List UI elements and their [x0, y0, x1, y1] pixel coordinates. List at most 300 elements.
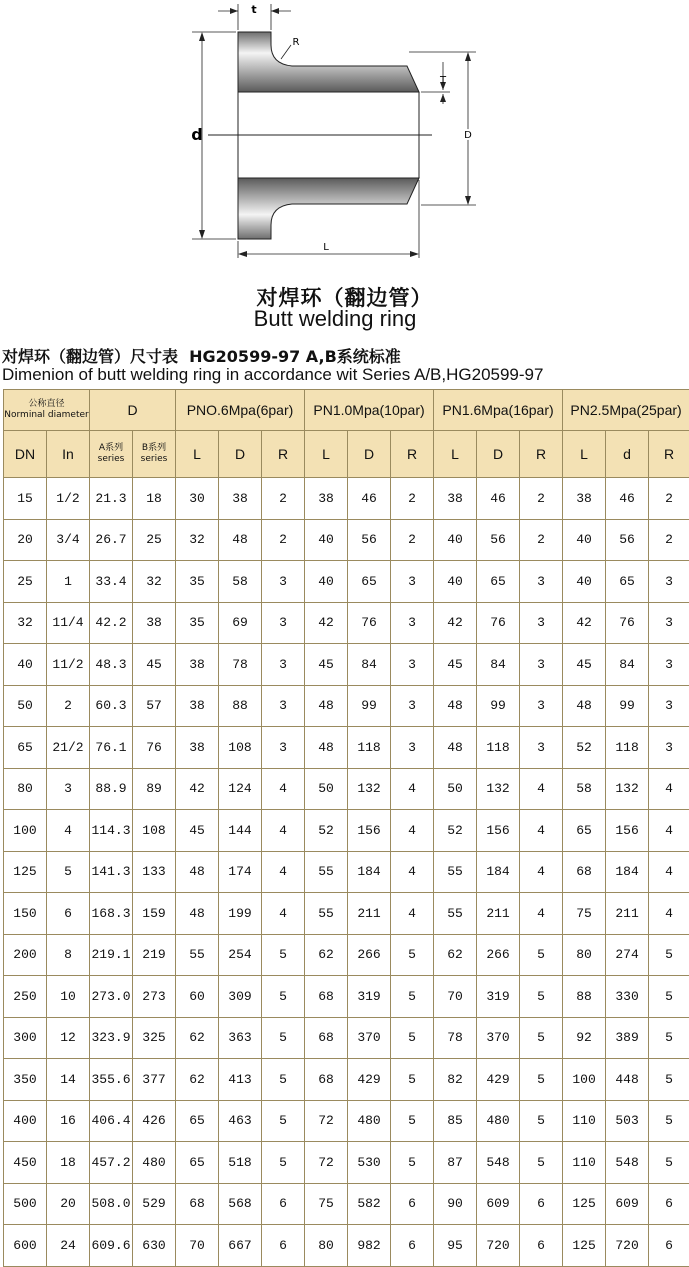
table-cell: 3 — [520, 685, 563, 727]
table-cell: 363 — [219, 1017, 262, 1059]
table-cell: 65 — [176, 1100, 219, 1142]
table-cell: 6 — [520, 1183, 563, 1225]
col-header-g4-d: d — [606, 431, 649, 478]
table-cell: 48 — [305, 685, 348, 727]
table-row — [4, 478, 689, 520]
table-cell: 3 — [262, 561, 305, 603]
table-cell: 92 — [563, 1017, 606, 1059]
table-cell: 4 — [391, 810, 434, 852]
col-header-dn: DN — [4, 431, 47, 478]
table-cell: 200 — [4, 934, 47, 976]
table-cell: 144 — [219, 810, 262, 852]
table-body — [4, 478, 689, 1267]
table-cell: 211 — [477, 893, 520, 935]
table-cell: 100 — [4, 810, 47, 852]
table-cell: 72 — [305, 1100, 348, 1142]
table-cell: 40 — [305, 561, 348, 603]
table-cell: 45 — [176, 810, 219, 852]
table-cell: 266 — [477, 934, 520, 976]
table-cell: 5 — [262, 1100, 305, 1142]
table-cell: 38 — [563, 478, 606, 520]
table-cell: 76.1 — [90, 727, 133, 769]
table-cell: 4 — [649, 851, 689, 893]
table-cell: 99 — [606, 685, 649, 727]
table-cell: 68 — [305, 1059, 348, 1101]
table-cell: 156 — [348, 810, 391, 852]
table-cell: 89 — [133, 768, 176, 810]
table-cell: 530 — [348, 1142, 391, 1184]
col-header-in: In — [47, 431, 90, 478]
table-cell: 273 — [133, 976, 176, 1018]
table-cell: 38 — [305, 478, 348, 520]
table-cell: 5 — [391, 1017, 434, 1059]
table-cell: 68 — [305, 976, 348, 1018]
table-cell: 55 — [305, 851, 348, 893]
table-cell: 5 — [47, 851, 90, 893]
table-cell: 84 — [348, 644, 391, 686]
table-cell: 65 — [176, 1142, 219, 1184]
table-cell: 14 — [47, 1059, 90, 1101]
table-cell: 18 — [47, 1142, 90, 1184]
table-cell: 548 — [606, 1142, 649, 1184]
table-cell: 80 — [305, 1225, 348, 1267]
table-cell: 174 — [219, 851, 262, 893]
table-row — [4, 976, 689, 1018]
table-cell: 5 — [649, 1017, 689, 1059]
table-cell: 88.9 — [90, 768, 133, 810]
table-cell: 4 — [262, 851, 305, 893]
table-cell: 72 — [305, 1142, 348, 1184]
table-cell: 38 — [133, 602, 176, 644]
table-cell: 3 — [391, 685, 434, 727]
table-cell: 99 — [348, 685, 391, 727]
label-D: D — [464, 130, 472, 141]
table-cell: 78 — [219, 644, 262, 686]
table-cell: 4 — [391, 768, 434, 810]
table-cell: 720 — [606, 1225, 649, 1267]
table-cell: 6 — [262, 1183, 305, 1225]
table-cell: 3 — [391, 727, 434, 769]
table-cell: 5 — [391, 934, 434, 976]
table-cell: 309 — [219, 976, 262, 1018]
table-cell: 45 — [563, 644, 606, 686]
table-row — [4, 810, 689, 852]
table-cell: 95 — [434, 1225, 477, 1267]
table-cell: 40 — [305, 519, 348, 561]
table-row — [4, 1017, 689, 1059]
table-cell: 60 — [176, 976, 219, 1018]
table-cell: 42.2 — [90, 602, 133, 644]
table-cell: 548 — [477, 1142, 520, 1184]
table-row — [4, 1225, 689, 1267]
table-cell: 52 — [305, 810, 348, 852]
table-cell: 6 — [649, 1225, 689, 1267]
table-cell: 568 — [219, 1183, 262, 1225]
table-cell: 3 — [520, 561, 563, 603]
nominal-diameter-header: 公称直径 Norminal diameter — [4, 390, 90, 431]
table-cell: 32 — [176, 519, 219, 561]
table-cell: 159 — [133, 893, 176, 935]
butt-welding-ring-drawing — [0, 0, 689, 280]
col-header-g3-d: D — [477, 431, 520, 478]
table-cell: 55 — [176, 934, 219, 976]
table-cell: 5 — [262, 1017, 305, 1059]
col-header-g1-l: L — [176, 431, 219, 478]
table-cell: 4 — [649, 893, 689, 935]
table-cell: 132 — [606, 768, 649, 810]
table-cell: 38 — [176, 644, 219, 686]
dimension-table — [3, 389, 689, 1267]
table-cell: 274 — [606, 934, 649, 976]
ring-lower-section — [238, 178, 419, 239]
table-cell: 4 — [262, 893, 305, 935]
table-cell: 55 — [434, 893, 477, 935]
table-row — [4, 934, 689, 976]
table-cell: 125 — [563, 1183, 606, 1225]
table-cell: 370 — [477, 1017, 520, 1059]
table-cell: 30 — [176, 478, 219, 520]
table-cell: 609 — [477, 1183, 520, 1225]
label-d: d — [191, 125, 202, 144]
table-cell: 250 — [4, 976, 47, 1018]
table-cell: 529 — [133, 1183, 176, 1225]
table-cell: 76 — [133, 727, 176, 769]
col-header-g1-r: R — [262, 431, 305, 478]
table-cell: 355.6 — [90, 1059, 133, 1101]
table-cell: 46 — [477, 478, 520, 520]
col-header-g3-r: R — [520, 431, 563, 478]
table-cell: 400 — [4, 1100, 47, 1142]
table-cell: 982 — [348, 1225, 391, 1267]
table-cell: 88 — [219, 685, 262, 727]
table-cell: 76 — [477, 602, 520, 644]
table-cell: 99 — [477, 685, 520, 727]
table-cell: 48.3 — [90, 644, 133, 686]
table-cell: 25 — [4, 561, 47, 603]
table-cell: 4 — [649, 768, 689, 810]
table-cell: 389 — [606, 1017, 649, 1059]
table-cell: 70 — [176, 1225, 219, 1267]
table-cell: 503 — [606, 1100, 649, 1142]
table-cell: 21/2 — [47, 727, 90, 769]
table-cell: 448 — [606, 1059, 649, 1101]
table-cell: 6 — [649, 1183, 689, 1225]
table-cell: 600 — [4, 1225, 47, 1267]
table-cell: 3 — [649, 644, 689, 686]
table-cell: 5 — [520, 934, 563, 976]
table-cell: 35 — [176, 561, 219, 603]
table-cell: 4 — [649, 810, 689, 852]
table-row — [4, 685, 689, 727]
table-cell: 40 — [4, 644, 47, 686]
table-cell: 40 — [434, 519, 477, 561]
table-cell: 48 — [305, 727, 348, 769]
table-cell: 377 — [133, 1059, 176, 1101]
table-cell: 125 — [563, 1225, 606, 1267]
table-cell: 118 — [477, 727, 520, 769]
table-cell: 84 — [477, 644, 520, 686]
table-cell: 5 — [262, 1142, 305, 1184]
table-cell: 5 — [649, 1142, 689, 1184]
table-cell: 4 — [391, 893, 434, 935]
header-row-columns — [4, 431, 689, 478]
group-header-pn06: PNO.6Mpa(6par) — [176, 390, 305, 431]
table-cell: 82 — [434, 1059, 477, 1101]
table-cell: 211 — [348, 893, 391, 935]
table-cell: 413 — [219, 1059, 262, 1101]
table-cell: 124 — [219, 768, 262, 810]
table-cell: 48 — [176, 851, 219, 893]
group-header-pn10: PN1.0Mpa(10par) — [305, 390, 434, 431]
table-cell: 76 — [348, 602, 391, 644]
table-cell: 80 — [4, 768, 47, 810]
table-cell: 480 — [348, 1100, 391, 1142]
table-cell: 75 — [563, 893, 606, 935]
table-cell: 40 — [434, 561, 477, 603]
table-cell: 65 — [606, 561, 649, 603]
table-cell: 323.9 — [90, 1017, 133, 1059]
table-cell: 48 — [176, 893, 219, 935]
table-cell: 118 — [348, 727, 391, 769]
table-cell: 3 — [262, 602, 305, 644]
ring-upper-section — [238, 32, 419, 92]
table-cell: 5 — [520, 1142, 563, 1184]
table-cell: 6 — [520, 1225, 563, 1267]
table-cell: 156 — [606, 810, 649, 852]
table-cell: 100 — [563, 1059, 606, 1101]
table-cell: 2 — [47, 685, 90, 727]
header-row-groups — [4, 390, 689, 431]
table-cell: 4 — [520, 851, 563, 893]
table-cell: 48 — [434, 727, 477, 769]
table-cell: 32 — [133, 561, 176, 603]
table-cell: 20 — [47, 1183, 90, 1225]
col-header-g1-d: D — [219, 431, 262, 478]
table-cell: 4 — [520, 768, 563, 810]
table-cell: 5 — [520, 1100, 563, 1142]
table-row — [4, 1142, 689, 1184]
table-cell: 3 — [391, 602, 434, 644]
table-cell: 300 — [4, 1017, 47, 1059]
table-cell: 21.3 — [90, 478, 133, 520]
table-cell: 630 — [133, 1225, 176, 1267]
table-cell: 325 — [133, 1017, 176, 1059]
col-header-g3-l: L — [434, 431, 477, 478]
table-cell: 609.6 — [90, 1225, 133, 1267]
table-cell: 42 — [563, 602, 606, 644]
table-row — [4, 768, 689, 810]
table-cell: 319 — [348, 976, 391, 1018]
table-cell: 58 — [219, 561, 262, 603]
table-cell: 68 — [305, 1017, 348, 1059]
table-cell: 184 — [606, 851, 649, 893]
table-cell: 26.7 — [90, 519, 133, 561]
caption-english: Butt welding ring — [0, 306, 670, 332]
table-cell: 40 — [563, 561, 606, 603]
table-cell: 2 — [391, 478, 434, 520]
table-cell: 3 — [262, 644, 305, 686]
table-cell: 4 — [47, 810, 90, 852]
table-cell: 68 — [176, 1183, 219, 1225]
table-cell: 65 — [563, 810, 606, 852]
table-cell: 5 — [520, 976, 563, 1018]
table-cell: 4 — [520, 810, 563, 852]
table-cell: 609 — [606, 1183, 649, 1225]
table-cell: 65 — [348, 561, 391, 603]
table-cell: 15 — [4, 478, 47, 520]
table-cell: 5 — [262, 1059, 305, 1101]
table-cell: 57 — [133, 685, 176, 727]
table-cell: 56 — [348, 519, 391, 561]
table-cell: 87 — [434, 1142, 477, 1184]
table-cell: 4 — [262, 768, 305, 810]
table-cell: 5 — [649, 976, 689, 1018]
table-cell: 184 — [348, 851, 391, 893]
table-cell: 4 — [262, 810, 305, 852]
table-cell: 330 — [606, 976, 649, 1018]
table-cell: 58 — [563, 768, 606, 810]
table-cell: 10 — [47, 976, 90, 1018]
table-cell: 429 — [348, 1059, 391, 1101]
table-cell: 11/4 — [47, 602, 90, 644]
table-cell: 370 — [348, 1017, 391, 1059]
table-cell: 266 — [348, 934, 391, 976]
table-cell: 38 — [219, 478, 262, 520]
table-cell: 56 — [477, 519, 520, 561]
table-cell: 1/2 — [47, 478, 90, 520]
table-cell: 4 — [391, 851, 434, 893]
table-cell: 3 — [391, 561, 434, 603]
table-cell: 211 — [606, 893, 649, 935]
d-header: D — [90, 390, 176, 431]
table-cell: 35 — [176, 602, 219, 644]
table-cell: 319 — [477, 976, 520, 1018]
table-cell: 3/4 — [47, 519, 90, 561]
table-cell: 46 — [348, 478, 391, 520]
table-cell: 156 — [477, 810, 520, 852]
table-cell: 3 — [520, 727, 563, 769]
table-cell: 8 — [47, 934, 90, 976]
table-cell: 70 — [434, 976, 477, 1018]
table-cell: 667 — [219, 1225, 262, 1267]
table-cell: 62 — [176, 1059, 219, 1101]
table-cell: 141.3 — [90, 851, 133, 893]
table-cell: 273.0 — [90, 976, 133, 1018]
table-cell: 45 — [305, 644, 348, 686]
table-cell: 50 — [434, 768, 477, 810]
table-heading-chinese: 对焊环（翻边管）尺寸表 HG20599-97 A,B系统标准 — [2, 344, 401, 367]
table-row — [4, 1100, 689, 1142]
table-cell: 150 — [4, 893, 47, 935]
col-header-g2-r: R — [391, 431, 434, 478]
table-cell: 480 — [477, 1100, 520, 1142]
table-cell: 50 — [4, 685, 47, 727]
table-cell: 132 — [348, 768, 391, 810]
col-header-g2-l: L — [305, 431, 348, 478]
table-cell: 38 — [176, 685, 219, 727]
table-cell: 6 — [391, 1225, 434, 1267]
col-header-g4-r: R — [649, 431, 689, 478]
table-cell: 20 — [4, 519, 47, 561]
label-L: L — [323, 242, 329, 253]
table-cell: 518 — [219, 1142, 262, 1184]
table-cell: 1 — [47, 561, 90, 603]
table-row — [4, 644, 689, 686]
col-header-a-series: A系列 series — [90, 431, 133, 478]
table-cell: 3 — [47, 768, 90, 810]
table-cell: 2 — [391, 519, 434, 561]
table-cell: 2 — [649, 478, 689, 520]
table-cell: 62 — [434, 934, 477, 976]
table-cell: 85 — [434, 1100, 477, 1142]
table-cell: 42 — [176, 768, 219, 810]
table-cell: 45 — [434, 644, 477, 686]
caption-chinese: 对焊环（翻边管） — [0, 282, 689, 312]
table-cell: 254 — [219, 934, 262, 976]
table-cell: 40 — [563, 519, 606, 561]
table-cell: 5 — [391, 1059, 434, 1101]
table-cell: 80 — [563, 934, 606, 976]
table-cell: 108 — [219, 727, 262, 769]
label-t: t — [251, 3, 256, 16]
table-cell: 48 — [563, 685, 606, 727]
table-row — [4, 727, 689, 769]
table-cell: 3 — [520, 644, 563, 686]
table-cell: 16 — [47, 1100, 90, 1142]
table-cell: 110 — [563, 1142, 606, 1184]
table-cell: 110 — [563, 1100, 606, 1142]
table-cell: 5 — [391, 1100, 434, 1142]
table-cell: 5 — [262, 976, 305, 1018]
table-cell: 3 — [649, 602, 689, 644]
table-cell: 2 — [262, 478, 305, 520]
table-cell: 5 — [391, 976, 434, 1018]
table-cell: 52 — [563, 727, 606, 769]
table-cell: 5 — [649, 934, 689, 976]
table-heading-english: Dimenion of butt welding ring in accordance wit Series A/B,HG20599-97 — [2, 365, 543, 385]
table-row — [4, 602, 689, 644]
table-cell: 55 — [434, 851, 477, 893]
table-cell: 60.3 — [90, 685, 133, 727]
table-cell: 62 — [176, 1017, 219, 1059]
table-cell: 3 — [391, 644, 434, 686]
table-cell: 132 — [477, 768, 520, 810]
table-cell: 4 — [520, 893, 563, 935]
col-header-g4-l: L — [563, 431, 606, 478]
table-cell: 76 — [606, 602, 649, 644]
table-cell: 45 — [133, 644, 176, 686]
table-cell: 32 — [4, 602, 47, 644]
table-cell: 3 — [262, 685, 305, 727]
table-cell: 168.3 — [90, 893, 133, 935]
table-cell: 46 — [606, 478, 649, 520]
table-cell: 114.3 — [90, 810, 133, 852]
table-cell: 6 — [47, 893, 90, 935]
table-cell: 199 — [219, 893, 262, 935]
table-cell: 2 — [520, 478, 563, 520]
table-cell: 6 — [391, 1183, 434, 1225]
table-cell: 429 — [477, 1059, 520, 1101]
table-cell: 720 — [477, 1225, 520, 1267]
table-row — [4, 893, 689, 935]
table-cell: 5 — [649, 1059, 689, 1101]
col-header-g2-d: D — [348, 431, 391, 478]
table-cell: 52 — [434, 810, 477, 852]
table-cell: 12 — [47, 1017, 90, 1059]
table-cell: 42 — [305, 602, 348, 644]
table-cell: 11/2 — [47, 644, 90, 686]
table-cell: 582 — [348, 1183, 391, 1225]
